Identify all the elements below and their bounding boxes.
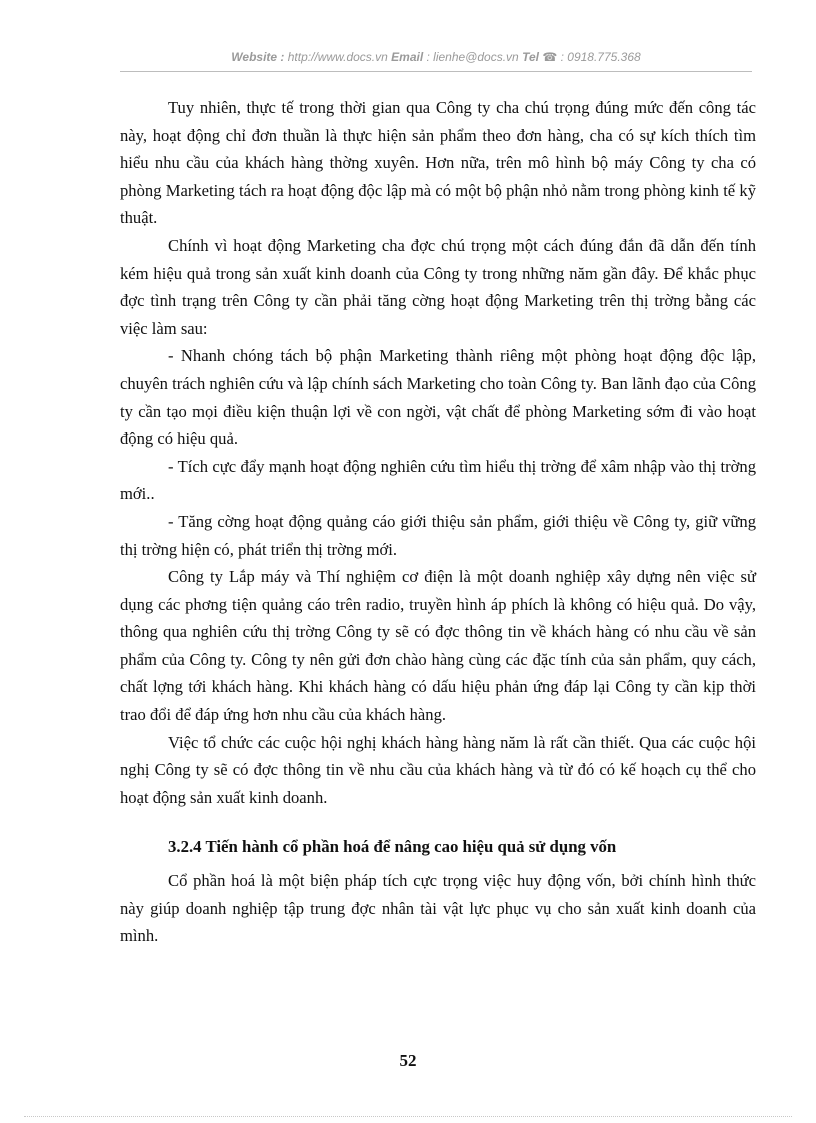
- paragraph: Chính vì hoạt động Marketing cha đợc chú trọng một cách đúng đắn đã dẫn đến tính kém hiệu quả trong sản xuất kinh doanh của Công ty trong những năm gần đây. Để khắc phục đợc tình trạng trên Công ty cần phải tăng cờng hoạt động Marketing trên thị trờng bằng các việc làm sau:: [120, 235, 756, 338]
- paragraph: - Tăng cờng hoạt động quảng cáo giới thiệu sản phẩm, giới thiệu về Công ty, giữ vững thị trờng hiện có, phát triển thị trờng mới.: [120, 511, 756, 559]
- email-label: Email: [391, 50, 424, 64]
- paragraph: - Tích cực đẩy mạnh hoạt động nghiên cứu tìm hiểu thị trờng để xâm nhập vào thị trờng mới..: [120, 456, 756, 504]
- paragraph: - Nhanh chóng tách bộ phận Marketing thành riêng một phòng hoạt động độc lập, chuyên trách nghiên cứu và lập chính sách Marketing cho toàn Công ty. Ban lãnh đạo của Công ty cần tạo mọi điều kiện thuận lợi về con ngời, vật chất để phòng Marketing sớm đi vào hoạt động có hiệu quả.: [120, 346, 756, 449]
- page-header: [120, 50, 752, 64]
- paragraph: Việc tổ chức các cuộc hội nghị khách hàng hàng năm là rất cần thiết. Qua các cuộc hội nghị Công ty sẽ có đợc thông tin về nhu cầu của khách hàng và từ đó có kế hoạch cụ thể cho hoạt động sản xuất kinh doanh.: [120, 732, 756, 807]
- email-address: : lienhe@docs.vn: [423, 50, 523, 64]
- website-url: http://www.docs.vn: [284, 50, 392, 64]
- paragraph: Cổ phần hoá là một biện pháp tích cực trọng việc huy động vốn, bởi chính hình thức này giúp doanh nghiệp tập trung đợc nhân tài vật lực phục vụ cho sản xuất kinh doanh của mình.: [120, 871, 756, 946]
- phone-number: : 0918.775.368: [557, 50, 641, 64]
- paragraph: Tuy nhiên, thực tế trong thời gian qua Công ty cha chú trọng đúng mức đến công tác này, hoạt động chỉ đơn thuần là thực hiện sản phẩm theo đơn hàng, cha có sự kích thích tìm hiểu nhu cầu của khách hàng thờng xuyên. Hơn nữa, trên mô hình bộ máy Công ty cha có phòng Marketing tách ra hoạt động độc lập mà có một bộ phận nhỏ nằm trong phòng kinh tế kỹ thuật.: [120, 98, 756, 228]
- page-bottom-border: [24, 1116, 792, 1117]
- page-number: 52: [399, 1051, 417, 1070]
- header-divider: [120, 71, 752, 72]
- document-body: [120, 94, 756, 950]
- paragraph: Công ty Lắp máy và Thí nghiệm cơ điện là một doanh nghiệp xây dựng nên việc sử dụng các phơng tiện quảng cáo trên radio, truyền hình áp phích là không có hiệu quả. Do vậy, thông qua nghiên cứu thị trờng Công ty sẽ có đợc thông tin về khách hàng có nhu cầu về sản phẩm của Công ty. Công ty nên gửi đơn chào hàng cùng các đặc tính của sản phẩm, quy cách, chất lợng tới khách hàng. Khi khách hàng có dấu hiệu phản ứng đáp lại Công ty cần kịp thời trao đổi để đáp ứng hơn nhu cầu của khách hàng.: [120, 567, 756, 725]
- tel-label: Tel: [522, 50, 539, 64]
- phone-icon: ☎: [542, 50, 558, 64]
- section-heading: 3.2.4 Tiến hành cổ phần hoá để nâng cao hiệu quả sử dụng vốn: [168, 837, 617, 857]
- website-label: Website :: [231, 50, 285, 64]
